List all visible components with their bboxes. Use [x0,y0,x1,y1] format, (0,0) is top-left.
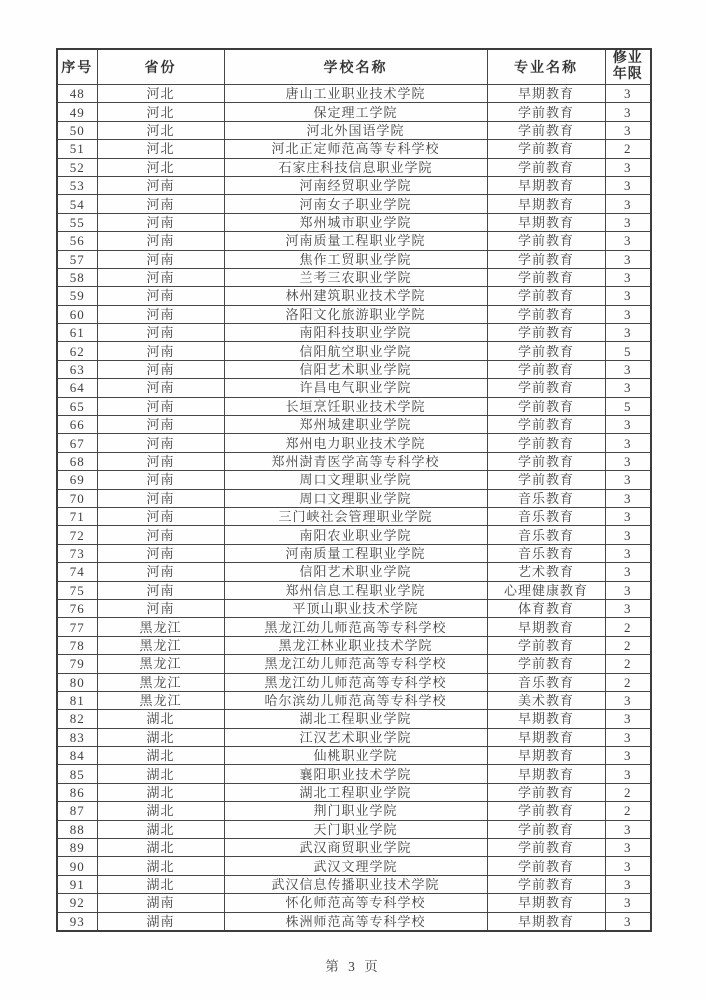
cell-province: 河南 [97,416,224,434]
cell-province: 河南 [97,213,224,231]
cell-major: 早期教育 [487,728,605,746]
cell-years: 3 [605,121,651,139]
cell-major: 学前教育 [487,305,605,323]
table-row [57,507,651,525]
cell-province: 河南 [97,452,224,470]
header-study-years [605,49,651,85]
table-row [57,416,651,434]
table-row [57,747,651,765]
cell-school: 黑龙江幼儿师范高等专科学校 [224,655,487,673]
cell-years: 3 [605,324,651,342]
cell-index: 51 [57,140,97,158]
cell-major: 音乐教育 [487,507,605,525]
cell-years: 3 [605,268,651,286]
cell-major: 学前教育 [487,802,605,820]
cell-school: 焦作工贸职业学院 [224,250,487,268]
cell-years: 3 [605,287,651,305]
cell-school: 湖北工程职业学院 [224,783,487,801]
cell-index: 93 [57,912,97,931]
cell-index: 79 [57,655,97,673]
cell-years: 3 [605,507,651,525]
cell-major: 美术教育 [487,691,605,709]
cell-index: 59 [57,287,97,305]
cell-school: 南阳农业职业学院 [224,526,487,544]
cell-years: 3 [605,563,651,581]
cell-school: 信阳艺术职业学院 [224,360,487,378]
cell-years: 3 [605,471,651,489]
cell-years: 3 [605,894,651,912]
cell-years: 3 [605,158,651,176]
cell-school: 河北正定师范高等专科学校 [224,140,487,158]
cell-index: 83 [57,728,97,746]
cell-years: 3 [605,912,651,931]
cell-index: 53 [57,176,97,194]
cell-major: 学前教育 [487,471,605,489]
cell-province: 河南 [97,563,224,581]
header-study-years-label: 修业年限 [612,50,643,82]
cell-school: 郑州城市职业学院 [224,213,487,231]
page-number: 第 3 页 [325,959,381,974]
cell-province: 湖南 [97,912,224,931]
cell-province: 河南 [97,176,224,194]
cell-years: 3 [605,875,651,893]
table-row [57,452,651,470]
cell-school: 周口文理职业学院 [224,489,487,507]
table-row [57,305,651,323]
cell-province: 湖北 [97,747,224,765]
cell-major: 早期教育 [487,85,605,103]
cell-index: 84 [57,747,97,765]
cell-major: 学前教育 [487,783,605,801]
cell-school: 平顶山职业技术学院 [224,599,487,617]
cell-index: 64 [57,379,97,397]
cell-index: 81 [57,691,97,709]
cell-province: 河南 [97,250,224,268]
cell-school: 江汉艺术职业学院 [224,728,487,746]
cell-major: 音乐教育 [487,544,605,562]
cell-school: 三门峡社会管理职业学院 [224,507,487,525]
cell-index: 49 [57,103,97,121]
cell-major: 学前教育 [487,232,605,250]
cell-index: 55 [57,213,97,231]
cell-index: 60 [57,305,97,323]
cell-province: 湖北 [97,783,224,801]
cell-school: 洛阳文化旅游职业学院 [224,305,487,323]
cell-index: 75 [57,581,97,599]
cell-major: 学前教育 [487,250,605,268]
cell-major: 学前教育 [487,342,605,360]
cell-school: 南阳科技职业学院 [224,324,487,342]
cell-school: 天门职业学院 [224,820,487,838]
cell-province: 黑龙江 [97,691,224,709]
table-row [57,636,651,654]
cell-years: 2 [605,802,651,820]
cell-years: 3 [605,452,651,470]
cell-school: 黑龙江幼儿师范高等专科学校 [224,673,487,691]
cell-major: 体育教育 [487,599,605,617]
table-row [57,563,651,581]
cell-province: 河北 [97,103,224,121]
cell-school: 仙桃职业学院 [224,747,487,765]
cell-years: 5 [605,342,651,360]
cell-school: 保定理工学院 [224,103,487,121]
table-row [57,765,651,783]
cell-years: 3 [605,728,651,746]
cell-index: 73 [57,544,97,562]
cell-index: 87 [57,802,97,820]
table-row [57,140,651,158]
cell-major: 早期教育 [487,710,605,728]
cell-major: 音乐教育 [487,526,605,544]
cell-school: 河南女子职业学院 [224,195,487,213]
cell-school: 怀化师范高等专科学校 [224,894,487,912]
table-row [57,103,651,121]
cell-years: 3 [605,379,651,397]
table-row [57,342,651,360]
cell-school: 武汉商贸职业学院 [224,839,487,857]
table-row [57,85,651,103]
cell-province: 河南 [97,397,224,415]
cell-major: 早期教育 [487,894,605,912]
cell-province: 河南 [97,379,224,397]
cell-major: 学前教育 [487,434,605,452]
cell-years: 3 [605,360,651,378]
cell-school: 石家庄科技信息职业学院 [224,158,487,176]
table-row [57,434,651,452]
cell-major: 学前教育 [487,636,605,654]
cell-province: 河南 [97,599,224,617]
cell-school: 河南经贸职业学院 [224,176,487,194]
cell-index: 48 [57,85,97,103]
cell-index: 86 [57,783,97,801]
cell-school: 信阳航空职业学院 [224,342,487,360]
cell-major: 学前教育 [487,857,605,875]
table-row [57,176,651,194]
cell-school: 郑州澍青医学高等专科学校 [224,452,487,470]
table-row [57,471,651,489]
cell-major: 艺术教育 [487,563,605,581]
cell-years: 2 [605,636,651,654]
table-row [57,691,651,709]
cell-province: 河南 [97,526,224,544]
cell-school: 武汉文理学院 [224,857,487,875]
table-row [57,894,651,912]
cell-years: 3 [605,820,651,838]
cell-province: 黑龙江 [97,655,224,673]
cell-index: 77 [57,618,97,636]
table-body [57,85,651,931]
cell-province: 河南 [97,581,224,599]
cell-major: 心理健康教育 [487,581,605,599]
cell-index: 52 [57,158,97,176]
cell-major: 早期教育 [487,618,605,636]
cell-years: 3 [605,195,651,213]
table-row [57,324,651,342]
table-row [57,875,651,893]
cell-major: 学前教育 [487,416,605,434]
table-row [57,655,651,673]
table-row [57,158,651,176]
table-row [57,839,651,857]
cell-years: 3 [605,526,651,544]
cell-index: 89 [57,839,97,857]
cell-index: 56 [57,232,97,250]
cell-years: 3 [605,857,651,875]
cell-major: 学前教育 [487,655,605,673]
table-row [57,121,651,139]
cell-school: 哈尔滨幼儿师范高等专科学校 [224,691,487,709]
cell-major: 学前教育 [487,379,605,397]
cell-province: 黑龙江 [97,673,224,691]
cell-years: 3 [605,305,651,323]
table-row [57,820,651,838]
cell-major: 学前教育 [487,839,605,857]
table-row [57,250,651,268]
cell-province: 河南 [97,232,224,250]
cell-major: 学前教育 [487,158,605,176]
table-row [57,360,651,378]
table-row [57,232,651,250]
cell-major: 学前教育 [487,820,605,838]
cell-school: 许昌电气职业学院 [224,379,487,397]
cell-years: 3 [605,747,651,765]
schools-table [56,48,652,932]
cell-school: 荆门职业学院 [224,802,487,820]
cell-province: 河南 [97,342,224,360]
cell-province: 湖北 [97,857,224,875]
cell-province: 湖南 [97,894,224,912]
cell-school: 唐山工业职业技术学院 [224,85,487,103]
cell-years: 2 [605,655,651,673]
cell-index: 68 [57,452,97,470]
cell-index: 72 [57,526,97,544]
cell-school: 兰考三农职业学院 [224,268,487,286]
cell-province: 河南 [97,305,224,323]
cell-province: 河南 [97,544,224,562]
cell-years: 3 [605,103,651,121]
header-index: 序号 [57,49,97,85]
cell-years: 3 [605,434,651,452]
header-major-name: 专业名称 [487,49,605,85]
cell-years: 3 [605,489,651,507]
cell-index: 80 [57,673,97,691]
table-row [57,673,651,691]
cell-province: 河南 [97,507,224,525]
cell-province: 湖北 [97,765,224,783]
cell-school: 郑州城建职业学院 [224,416,487,434]
cell-major: 学前教育 [487,121,605,139]
cell-province: 黑龙江 [97,618,224,636]
cell-school: 株洲师范高等专科学校 [224,912,487,931]
table-row [57,783,651,801]
cell-major: 早期教育 [487,195,605,213]
table-row [57,489,651,507]
cell-school: 湖北工程职业学院 [224,710,487,728]
cell-province: 河北 [97,85,224,103]
cell-school: 郑州信息工程职业学院 [224,581,487,599]
cell-index: 61 [57,324,97,342]
table-header-row [57,49,651,85]
cell-index: 92 [57,894,97,912]
cell-province: 河北 [97,140,224,158]
cell-province: 河南 [97,287,224,305]
cell-province: 河南 [97,360,224,378]
table-row [57,581,651,599]
cell-major: 早期教育 [487,747,605,765]
cell-school: 林州建筑职业技术学院 [224,287,487,305]
cell-school: 武汉信息传播职业技术学院 [224,875,487,893]
cell-province: 湖北 [97,820,224,838]
table-row [57,710,651,728]
cell-major: 学前教育 [487,360,605,378]
cell-province: 河南 [97,324,224,342]
cell-major: 学前教育 [487,140,605,158]
table-row [57,544,651,562]
cell-major: 早期教育 [487,213,605,231]
cell-index: 65 [57,397,97,415]
cell-index: 69 [57,471,97,489]
table-header [57,49,651,85]
cell-province: 河北 [97,121,224,139]
cell-province: 河南 [97,195,224,213]
cell-province: 河南 [97,268,224,286]
cell-years: 3 [605,213,651,231]
header-school-name: 学校名称 [224,49,487,85]
cell-index: 71 [57,507,97,525]
cell-major: 学前教育 [487,397,605,415]
table-row [57,526,651,544]
cell-index: 50 [57,121,97,139]
cell-province: 湖北 [97,728,224,746]
cell-years: 3 [605,232,651,250]
cell-school: 黑龙江幼儿师范高等专科学校 [224,618,487,636]
cell-index: 85 [57,765,97,783]
cell-school: 黑龙江林业职业技术学院 [224,636,487,654]
cell-years: 2 [605,140,651,158]
cell-major: 学前教育 [487,287,605,305]
cell-major: 音乐教育 [487,489,605,507]
cell-index: 67 [57,434,97,452]
cell-index: 54 [57,195,97,213]
cell-province: 湖北 [97,839,224,857]
cell-province: 湖北 [97,802,224,820]
cell-years: 2 [605,783,651,801]
cell-index: 74 [57,563,97,581]
cell-school: 信阳艺术职业学院 [224,563,487,581]
table-row [57,728,651,746]
table-row [57,618,651,636]
cell-index: 58 [57,268,97,286]
cell-province: 湖北 [97,875,224,893]
table-row [57,287,651,305]
cell-years: 3 [605,544,651,562]
cell-major: 学前教育 [487,324,605,342]
cell-school: 襄阳职业技术学院 [224,765,487,783]
cell-school: 周口文理职业学院 [224,471,487,489]
cell-school: 河南质量工程职业学院 [224,232,487,250]
cell-index: 63 [57,360,97,378]
cell-index: 76 [57,599,97,617]
cell-province: 湖北 [97,710,224,728]
cell-province: 河北 [97,158,224,176]
cell-province: 黑龙江 [97,636,224,654]
table-row [57,379,651,397]
cell-years: 3 [605,710,651,728]
cell-major: 早期教育 [487,912,605,931]
cell-years: 3 [605,416,651,434]
cell-index: 91 [57,875,97,893]
cell-years: 3 [605,250,651,268]
table-row [57,268,651,286]
cell-index: 90 [57,857,97,875]
cell-major: 学前教育 [487,268,605,286]
cell-index: 88 [57,820,97,838]
cell-index: 57 [57,250,97,268]
cell-province: 河南 [97,471,224,489]
cell-index: 78 [57,636,97,654]
table-row [57,912,651,931]
header-province: 省份 [97,49,224,85]
cell-years: 3 [605,691,651,709]
cell-province: 河南 [97,434,224,452]
cell-years: 5 [605,397,651,415]
cell-school: 河南质量工程职业学院 [224,544,487,562]
table-row [57,195,651,213]
table-row [57,802,651,820]
cell-years: 3 [605,839,651,857]
cell-major: 学前教育 [487,103,605,121]
cell-province: 河南 [97,489,224,507]
table-row [57,213,651,231]
cell-years: 2 [605,618,651,636]
cell-years: 3 [605,765,651,783]
cell-index: 70 [57,489,97,507]
cell-school: 长垣烹饪职业技术学院 [224,397,487,415]
table-row [57,599,651,617]
cell-years: 3 [605,599,651,617]
cell-years: 2 [605,673,651,691]
cell-major: 学前教育 [487,875,605,893]
cell-index: 82 [57,710,97,728]
table-row [57,397,651,415]
cell-years: 3 [605,176,651,194]
table-row [57,857,651,875]
cell-major: 学前教育 [487,452,605,470]
cell-school: 河北外国语学院 [224,121,487,139]
cell-index: 62 [57,342,97,360]
cell-index: 66 [57,416,97,434]
cell-major: 早期教育 [487,176,605,194]
cell-major: 音乐教育 [487,673,605,691]
cell-school: 郑州电力职业技术学院 [224,434,487,452]
cell-years: 3 [605,581,651,599]
cell-years: 3 [605,85,651,103]
cell-major: 早期教育 [487,765,605,783]
